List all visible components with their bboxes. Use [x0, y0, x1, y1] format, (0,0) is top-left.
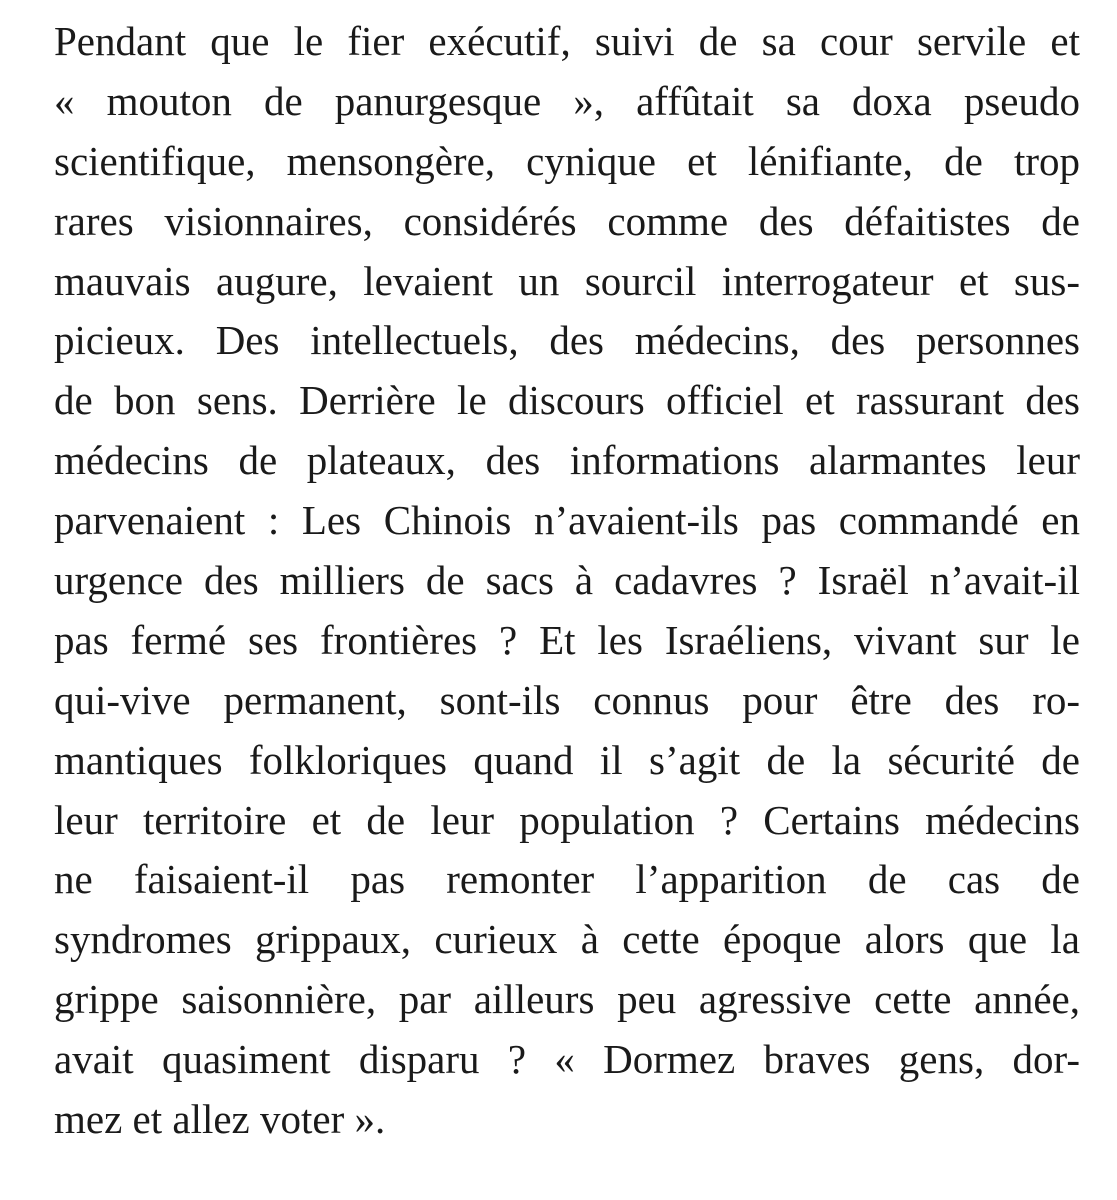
text-line: parvenaient : Les Chinois n’avaient-ils pas commandé en — [54, 497, 1080, 544]
text-line: syndromes grippaux, curieux à cette époque alors que la — [54, 916, 1080, 963]
text-line: qui-vive permanent, sont-ils connus pour être des ro- — [54, 676, 1080, 723]
text-line: ne faisaient-il pas remonter l’apparition de cas de — [54, 856, 1080, 903]
text-line: mantiques folkloriques quand il s’agit de la sécurité de — [54, 736, 1080, 783]
text-line: urgence des milliers de sacs à cadavres ? Israël n’avait-il — [54, 557, 1080, 604]
text-line: grippe saisonnière, par ailleurs peu agressive cette année, — [54, 976, 1080, 1023]
text-line: mez et allez voter ». — [54, 1096, 386, 1143]
text-line: Pendant que le fier exécutif, suivi de sa cour servile et — [54, 18, 1080, 64]
text-line: scientifique, mensongère, cynique et lénifiante, de trop — [54, 137, 1080, 184]
text-line: picieux. Des intellectuels, des médecins, des personnes — [54, 317, 1080, 364]
text-line: avait quasiment disparu ? « Dormez braves gens, dor- — [54, 1036, 1080, 1083]
text-line: mauvais augure, levaient un sourcil interrogateur et sus- — [54, 257, 1080, 304]
text-line: leur territoire et de leur population ? Certains médecins — [54, 796, 1080, 843]
text-line: rares visionnaires, considérés comme des défaitistes de — [54, 197, 1080, 244]
text-line: médecins de plateaux, des informations alarmantes leur — [54, 437, 1080, 484]
text-line: de bon sens. Derrière le discours officiel et rassurant des — [54, 377, 1080, 424]
text-line: « mouton de panurgesque », affûtait sa doxa pseudo — [54, 77, 1080, 124]
document-paragraph — [54, 12, 1080, 1150]
text-line: pas fermé ses frontières ? Et les Israéliens, vivant sur le — [54, 616, 1080, 663]
